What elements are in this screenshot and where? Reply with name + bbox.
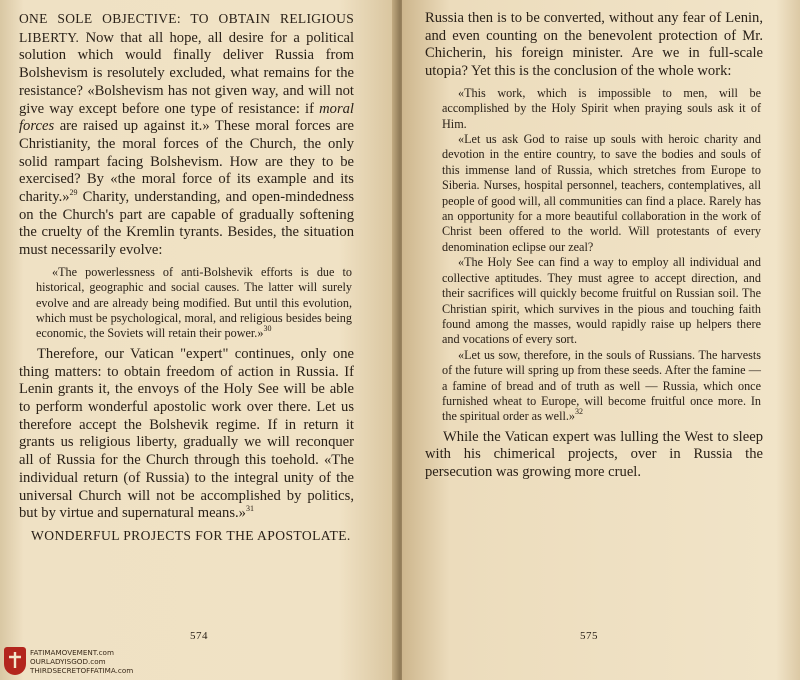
watermark-line-2: OURLADYISGOD.com <box>30 657 106 666</box>
right-page <box>402 0 800 680</box>
left-block-quote: «The powerlessness of anti-Bolshevik efforts is due to historical, geographic and social causes. The latter will surely evolve and are already being modified. But until this evolution, which must be psychological, moral, and religious besides being economic, the Soviets will retain their power.»$^{30}$ <box>36 264 352 341</box>
quote-paragraph-3: «The Holy See can find a way to employ all individual and collective aptitudes. They must agree to accept direction, and their sacrifices will quickly become fruitful on Russian soil. The Christian spirit, which survives in the pious and touching faith found among the masses, would rapidly raise up helpers there and vocations of every sort. <box>442 255 761 347</box>
left-paragraph-1: ONE SOLE OBJECTIVE: TO OBTAIN RELIGIOUS LIBERTY. Now that all hope, all desire for a political solution which would finally deliver Russia from Bolshevism is resolutely excluded, what remains for the resistance? «Bolshevism has not given way, and will not give way except before one type of resistance: if moral forces are raised up against it.» These moral forces are Christianity, the moral forces of the Church, the only solid rampart facing Bolshevism. How are they to be exercised? By «the moral force of its example and its charity.»$^{29}$ Charity, understanding, and open-mindedness on the Church's part are capable of gradually softening the cruelty of the Kremlin tyrants. Besides, the situation must necessarily evolve: <box>19 11 354 259</box>
right-paragraph-1: Russia then is to be converted, without any fear of Lenin, and even counting on the benevolent protection of Mr. Chicherin, his foreign minister. Are we in full-scale utopia? Yet this is the conclusion of the whole work: <box>425 10 763 80</box>
left-text-column <box>19 10 354 544</box>
watermark-line-3: THIRDSECRETOFFATIMA.com <box>30 666 134 675</box>
quote-paragraph-1: «This work, which is impossible to men, will be accomplished by the Holy Spirit when praying souls ask it of Him. <box>442 85 761 131</box>
watermark-line-1: FATIMAMOVEMENT.com <box>30 648 114 657</box>
right-block-quote <box>425 86 763 425</box>
footnote-ref-32: 32 <box>575 407 584 417</box>
left-page <box>0 0 398 680</box>
section-heading-religious-liberty: ONE SOLE OBJECTIVE: TO OBTAIN RELIGIOUS LIBERTY. <box>19 11 354 45</box>
quote-paragraph-4: «Let us sow, therefore, in the souls of Russians. The harvests of the future will spring up from these seeds. After the famine — a famine of bread and of truth as well — Russia, which once furnished wheat to Europe, will become fruitful once more. In the spiritual order as well.»$^{32}$ <box>442 347 761 424</box>
watermark-text <box>30 648 133 675</box>
section-heading-apostolate: WONDERFUL PROJECTS FOR THE APOSTOLATE. <box>31 527 351 543</box>
left-paragraph-2: Therefore, our Vatican "expert" continues, only one thing matters: to obtain freedom of action in Russia. If Lenin grants it, the envoys of the Holy See will be able to perform wonderful apostolic work over there. Let us therefore accept the Bolshevik regime. If in return it grants us religious liberty, gradually we will reconquer all of Russia for the Church through this toehold. «The individual return (of Russia) to the integral unity of the universal Church will not be accomplished by politics, but by virtue and supernatural means.»$^{31}$ <box>19 345 354 522</box>
right-text-column <box>425 10 763 482</box>
footnote-ref-31: 31 <box>245 504 254 514</box>
right-paragraph-2: While the Vatican expert was lulling the West to sleep with his chimerical projects, over in Russia the persecution was growing more cruel. <box>425 428 763 481</box>
quote-paragraph-2: «Let us ask God to raise up souls with heroic charity and devotion in the entire country, to save the bodies and souls of this immense land of Russia, which stretches from Europe to Siberia. Nurses, hospital personnel, teachers, contemplatives, all people of good will, all communities can find a place. Rarely has an opportunity for a more beautiful collaboration in the work of Christ been offered to the world. Will protestants of every denomination eclipse our zeal? <box>442 132 761 254</box>
page-number-left: 574 <box>190 630 208 642</box>
footnote-ref-30: 30 <box>263 324 272 334</box>
footnote-ref-29: 29 <box>69 188 78 198</box>
site-watermark <box>4 645 154 679</box>
emphasis-moral-forces: moral forces <box>19 100 354 135</box>
page-number-right: 575 <box>580 630 598 642</box>
shield-logo-icon <box>4 647 26 675</box>
